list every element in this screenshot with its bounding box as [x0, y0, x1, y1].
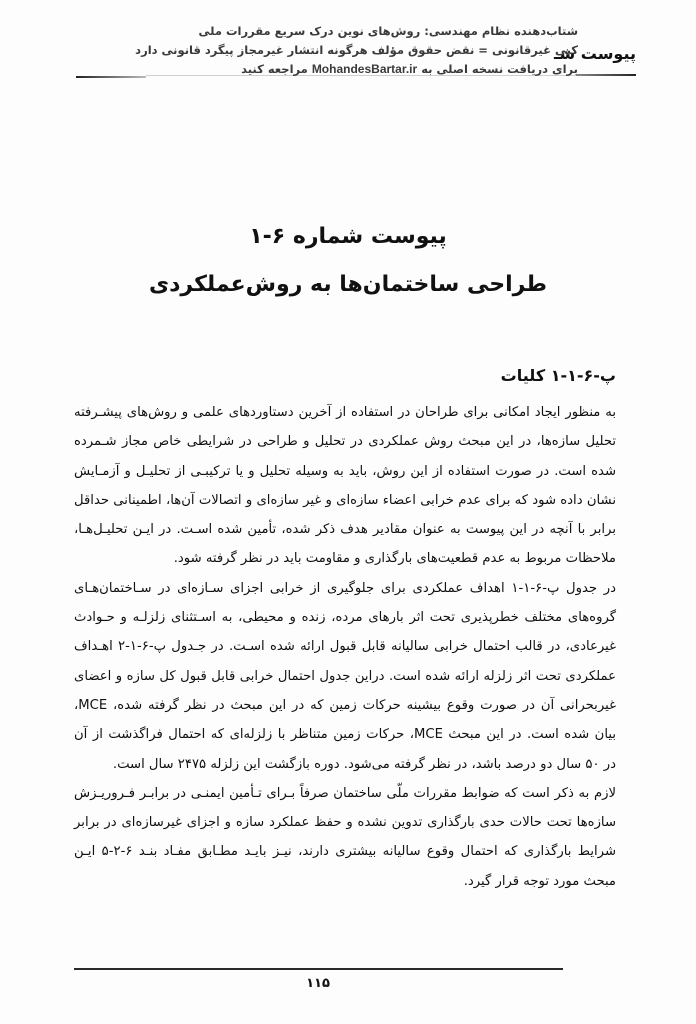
watermark-suffix: مراجعه کنید	[241, 62, 308, 76]
running-header: پیوست شـ	[553, 44, 636, 63]
watermark-line-3	[100, 60, 578, 79]
text-line: غیربحرانی آن در صورت وقوع بیشینه حرکات زمین که در این مبحث در نظر گرفته شده، MCE،	[74, 697, 616, 713]
text-line: لازم به ذکر است که ضوابط مقررات ملّی ساختمان صرفاً بـرای تـأمین ایمنـی در برابـر فـروریـزش	[74, 785, 616, 801]
text-line: در جدول پ-۶-۱-۱ اهداف عملکردی برای جلوگیری از خرابی اجزای سـازه‌ای در سـاختمان‌هـای	[74, 580, 617, 596]
header-rule	[576, 74, 636, 76]
text-line: مبحث مورد توجه قرار گیرد.	[463, 873, 616, 889]
watermark-line-1: شتاب‌دهنده نظام مهندسی: روش‌های نوین درک سریع مقررات ملی	[198, 24, 578, 38]
text-line: عملکردی تحت اثر زلزله ارائه شده است. دراین جدول احتمال خرابی قابل قبول کل سازه و اعضای	[74, 668, 616, 684]
text-line: به منظور ایجاد امکانی برای طراحان در استفاده از آخرین دستاوردهای علمی و روش‌های پیشـرفته	[74, 405, 616, 420]
watermark-site-link: MohandesBartar.ir	[311, 62, 418, 76]
section-heading: پ-۶-۱-۱ کلیات	[500, 366, 616, 385]
text-line: گروه‌های مختلف خطرپذیری تحت اثر بارهای مرده، زنده و محیطی، به اسـتثنای زلزلـه و حـوادث	[74, 610, 616, 626]
watermark-overlay	[100, 22, 578, 79]
text-line: تحلیل سازه‌ها، در این مبحث روش عملکردی در تحلیل و طراحی در شرایطی خاص مجاز شـمرده	[74, 434, 616, 450]
paragraph-general	[74, 398, 616, 574]
text-line: برابر با آنچه در این پیوست به عنوان مقادیر هدف ذکر شده، تأمین شده اسـت. در ایـن تحلیـل‌هـا،	[74, 522, 616, 538]
watermark-line-2: کپی غیرقانونی = نقض حقوق مؤلف هرگونه انتشار غیرمجاز پیگرد قانونی دارد	[135, 43, 578, 57]
text-line: نشان داده شود که برای عدم خرابی اعضاء سازه‌ای و غیر سازه‌ای و اتصالات آن‌ها، اطمینانی حداقل	[74, 492, 616, 508]
title-block	[0, 222, 696, 300]
paragraph-note	[74, 779, 616, 896]
appendix-title: طراحی ساختمان‌ها به روش‌عملکردی	[148, 272, 548, 297]
text-line: سازه‌ها تحت حالات حدی بارگذاری تدوین نشده و حفظ عملکرد سازه و اجزای غیرسازه‌ای در برابر	[74, 815, 616, 831]
footer-rule	[74, 968, 563, 970]
body-text	[74, 398, 616, 896]
text-line: شده است. در صورت استفاده از این روش، باید به وسیله تحلیل و یا ترکیبـی از تحلیـل و آزمـایش	[74, 463, 616, 479]
text-line: غیرعادی، در قالب احتمال خرابی سالیانه قابل قبول ارائه شده اسـت. در جـدول پ-۶-۱-۲ اهـداف	[74, 639, 616, 655]
text-line: در ۵۰ سال دو درصد باشد، در نظر گرفته می‌شود. دوره بازگشت این زلزله ۲۴۷۵ سال است.	[112, 756, 616, 772]
watermark-prefix: برای دریافت نسخه اصلی به	[421, 62, 578, 76]
paragraph-performance-targets	[74, 574, 616, 779]
appendix-number: پیوست شماره ۶-۱	[249, 224, 447, 249]
text-line: ملاحظات مربوط به عدم قطعیت‌های بارگذاری و مقاومت باید در نظر گرفته شود.	[173, 551, 616, 567]
text-line: بیان شده است. در این مبحث MCE، حرکات زمین متناظر با زلزله‌ای که احتمال فراگذشت از آن	[74, 727, 617, 743]
page-number: ۱۱۵	[306, 976, 330, 991]
text-line: شرایط بارگذاری که احتمال وقوع سالیانه بیشتری دارند، نیـز بایـد مطـابق مفـاد بنـد ۶-۲-۵ ایـن	[74, 844, 616, 860]
